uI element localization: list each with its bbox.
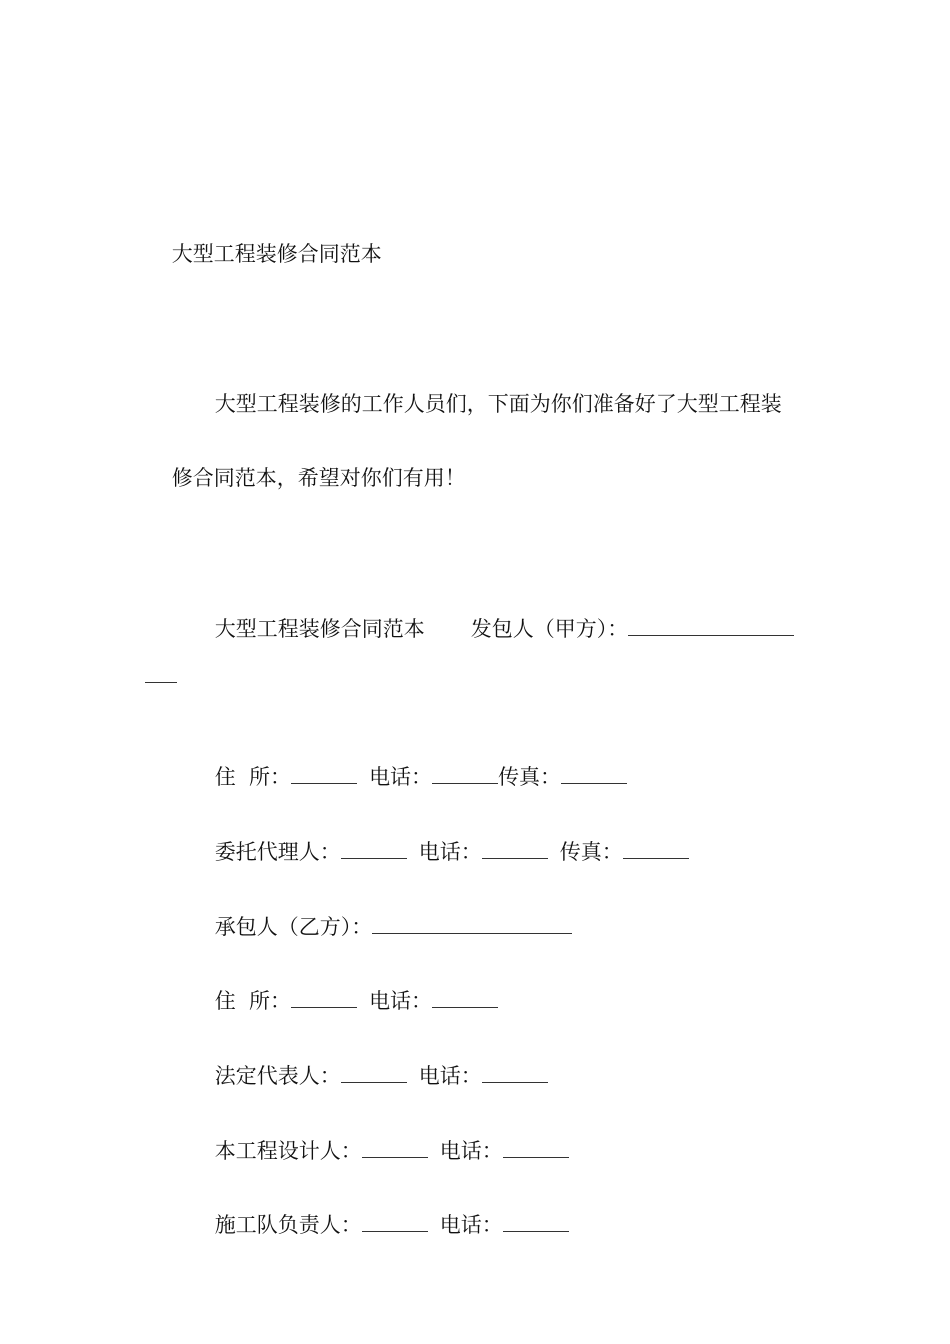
fax-blank bbox=[561, 765, 627, 784]
party-b-phone-blank bbox=[432, 989, 498, 1008]
intro-text-2: 修合同范本，希望对你们有用！ bbox=[171, 466, 466, 490]
address-blank bbox=[291, 765, 357, 784]
agent-line bbox=[188, 810, 689, 864]
address-label: 住 所： bbox=[214, 765, 292, 789]
designer-line bbox=[188, 1109, 569, 1163]
fax-label: 传真： bbox=[498, 765, 562, 789]
party-b-phone-label: 电话： bbox=[369, 989, 433, 1013]
phone-label: 电话： bbox=[369, 765, 433, 789]
agent-label: 委托代理人： bbox=[214, 840, 341, 864]
document-title-text: 大型工程装修合同范本 bbox=[171, 242, 382, 266]
phone-blank bbox=[432, 765, 498, 784]
designer-blank bbox=[362, 1139, 428, 1158]
party-b-address-label: 住 所： bbox=[214, 989, 292, 1013]
party-a-blank bbox=[628, 617, 794, 636]
legal-rep-blank bbox=[341, 1064, 407, 1083]
intro-paragraph-line-2 bbox=[145, 436, 466, 490]
team-leader-phone-blank bbox=[503, 1213, 569, 1232]
party-a-address-line bbox=[188, 735, 627, 789]
designer-label: 本工程设计人： bbox=[214, 1139, 362, 1163]
legal-rep-line bbox=[188, 1034, 548, 1088]
party-b-address-line bbox=[188, 959, 498, 1013]
party-a-line bbox=[188, 587, 794, 641]
document-title bbox=[145, 212, 382, 266]
agent-fax-blank bbox=[623, 840, 689, 859]
agent-phone-blank bbox=[482, 840, 548, 859]
team-leader-blank bbox=[362, 1213, 428, 1232]
legal-rep-label: 法定代表人： bbox=[214, 1064, 341, 1088]
contract-title-text: 大型工程装修合同范本 bbox=[214, 617, 425, 641]
team-leader-label: 施工队负责人： bbox=[214, 1213, 362, 1237]
legal-rep-phone-label: 电话： bbox=[418, 1064, 482, 1088]
team-leader-phone-label: 电话： bbox=[439, 1213, 503, 1237]
agent-phone-label: 电话： bbox=[418, 840, 482, 864]
party-b-blank bbox=[372, 915, 572, 934]
intro-paragraph-line-1 bbox=[188, 362, 782, 416]
party-b-line bbox=[188, 885, 572, 939]
party-a-label: 发包人（甲方）： bbox=[470, 617, 629, 641]
intro-text-1: 大型工程装修的工作人员们，下面为你们准备好了大型工程装 bbox=[214, 392, 782, 416]
agent-fax-label: 传真： bbox=[559, 840, 623, 864]
legal-rep-phone-blank bbox=[482, 1064, 548, 1083]
designer-phone-label: 电话： bbox=[439, 1139, 503, 1163]
party-a-blank-continuation bbox=[145, 682, 177, 683]
party-b-label: 承包人（乙方）： bbox=[214, 915, 373, 939]
team-leader-line bbox=[188, 1183, 569, 1237]
agent-blank bbox=[341, 840, 407, 859]
designer-phone-blank bbox=[503, 1139, 569, 1158]
party-b-address-blank bbox=[291, 989, 357, 1008]
